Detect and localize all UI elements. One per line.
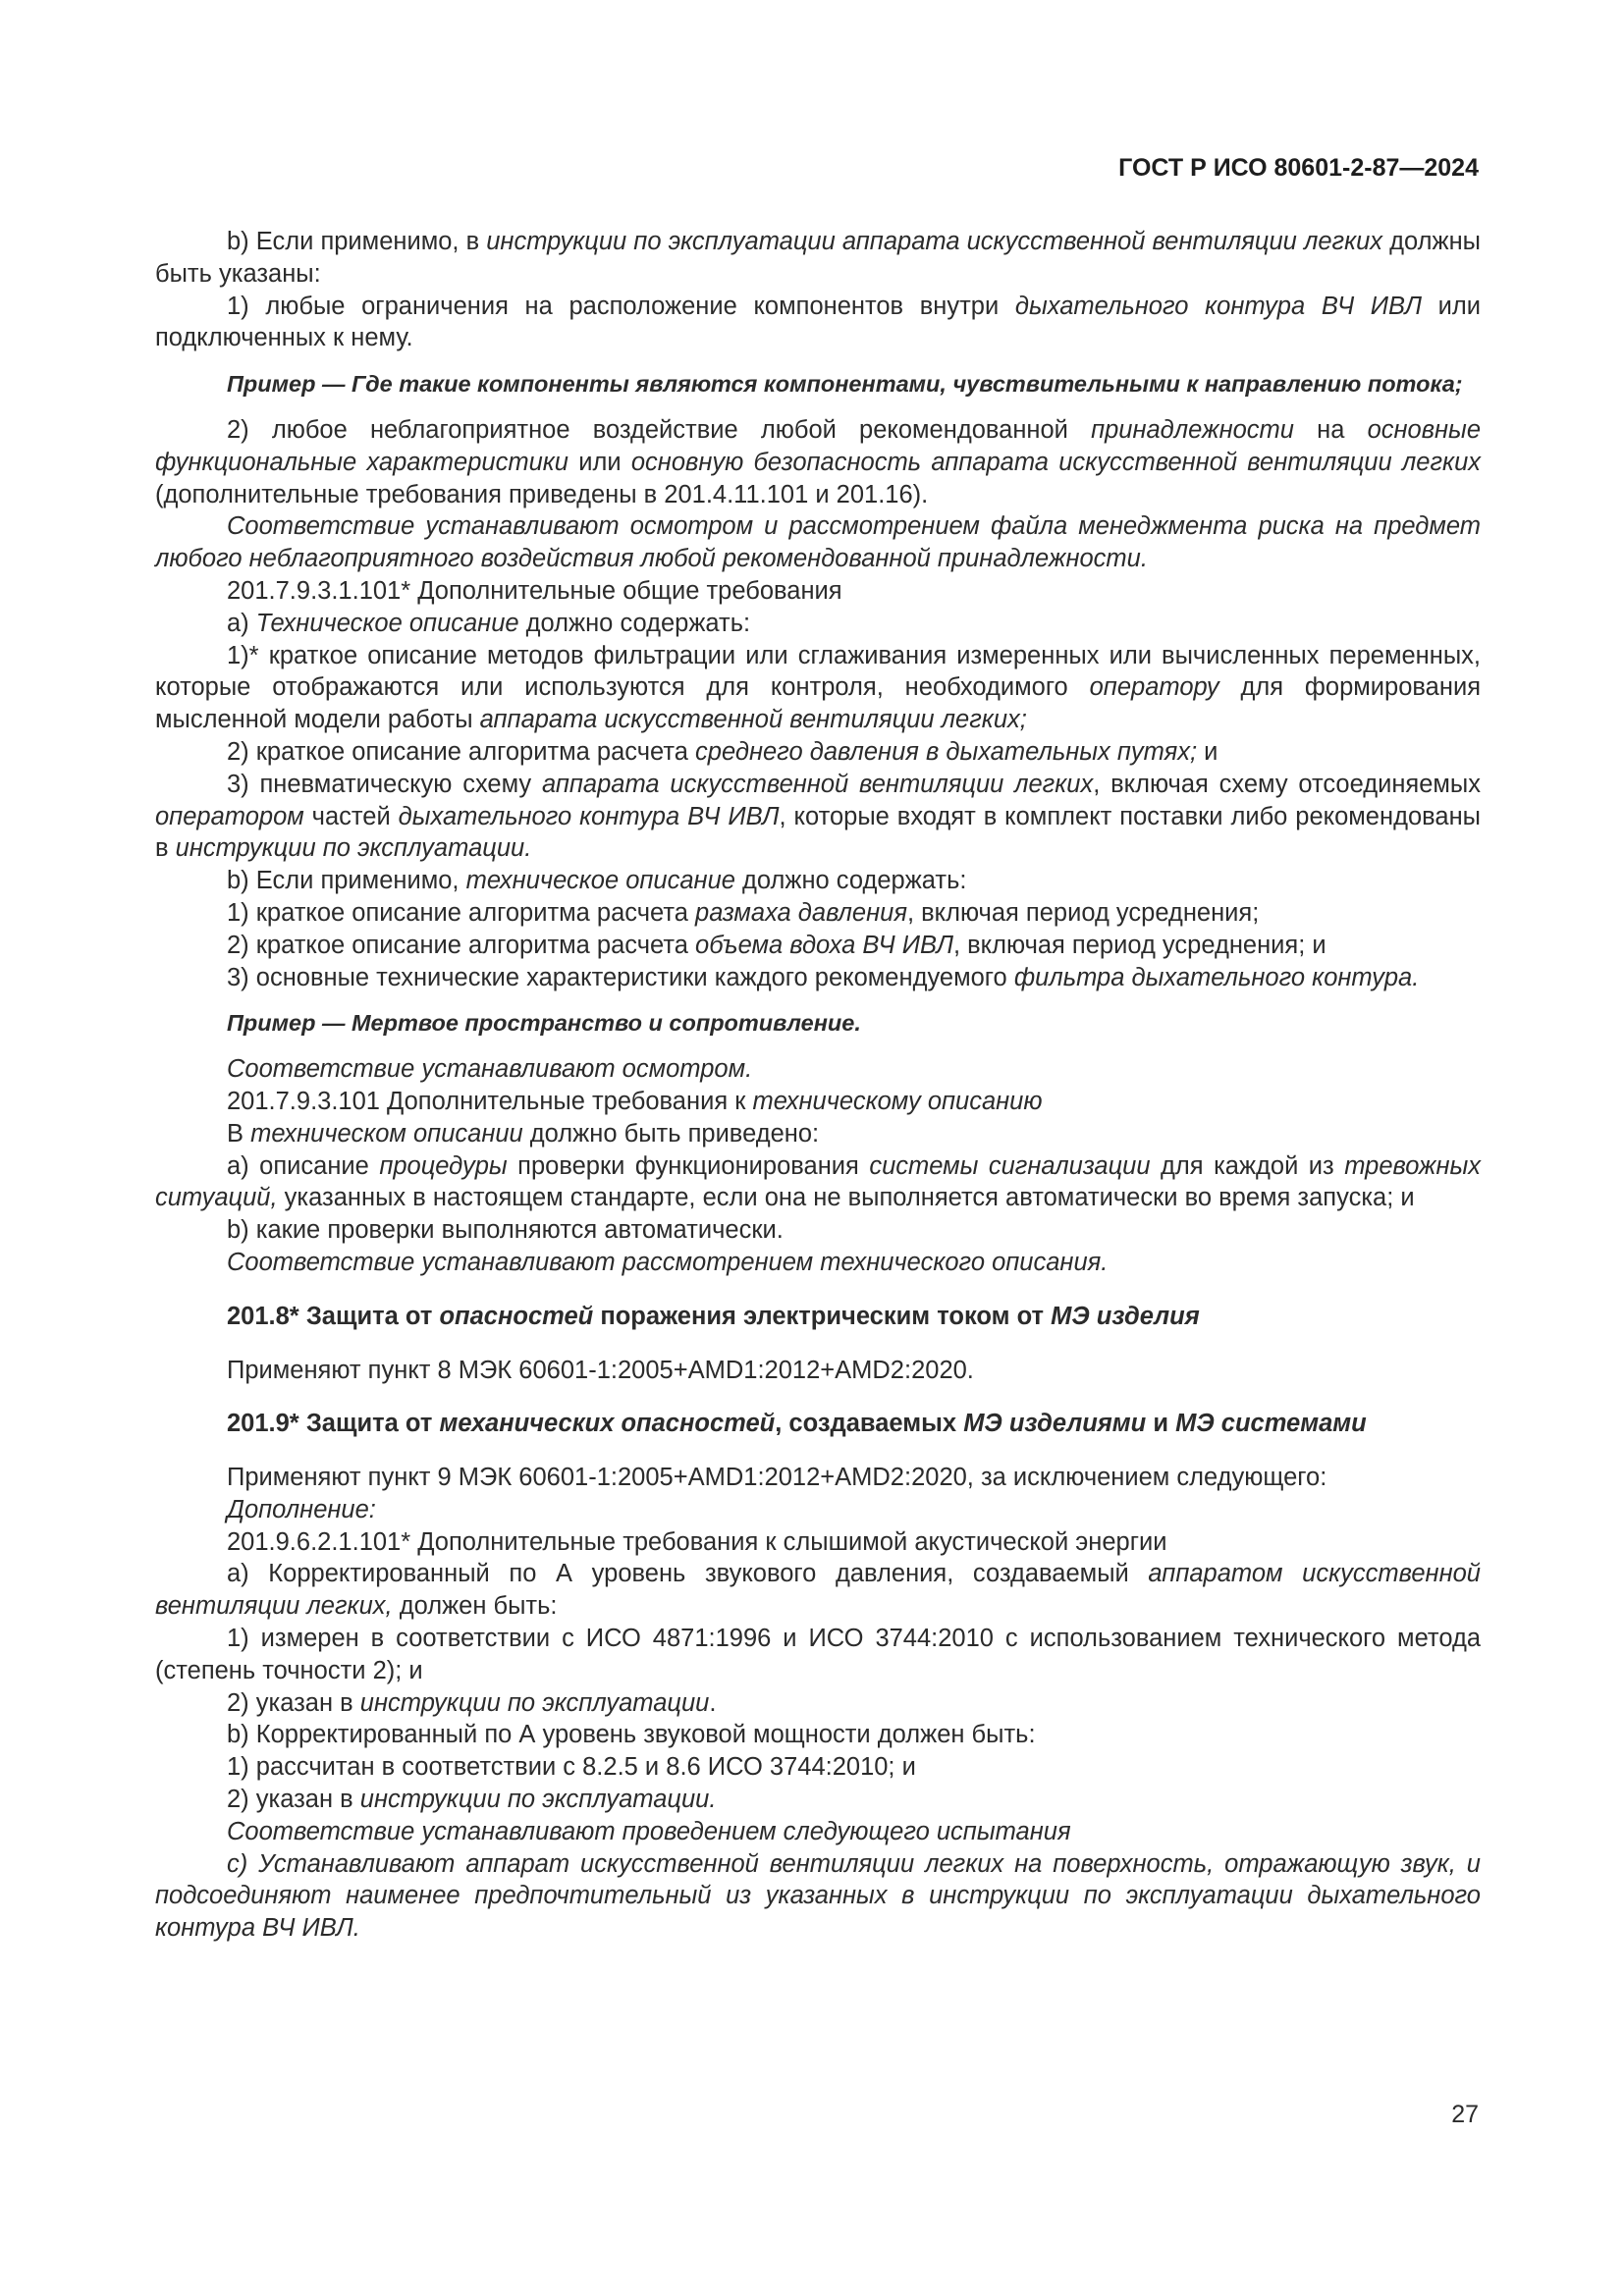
paragraph bbox=[155, 1784, 1481, 1816]
paragraph bbox=[155, 1355, 1481, 1387]
text-run: 201.7.9.3.101 Дополнительные требования к bbox=[227, 1087, 753, 1115]
italic-term: оператору bbox=[1089, 673, 1219, 702]
italic-term: основную безопасность аппарата искусственной вентиляции легких bbox=[630, 448, 1481, 476]
text-run: 201.9* Защита от bbox=[227, 1410, 440, 1438]
paragraph bbox=[155, 1150, 1481, 1215]
italic-term: аппарата искусственной вентиляции легких bbox=[541, 770, 1094, 798]
text-run: 201.9.6.2.1.101* Дополнительные требования к слышимой акустической энергии bbox=[227, 1527, 1167, 1556]
italic-term: Соответствие устанавливают рассмотрением технического описания. bbox=[227, 1248, 1109, 1276]
paragraph bbox=[155, 930, 1481, 962]
text-run: Пример — Где такие компоненты являются компонентами, чувствительными к направлению потока; bbox=[227, 371, 1463, 398]
italic-term: c) Устанавливают аппарат искусственной вентиляции легких на поверхность, отражающую звук, и подсоединяют наименее предпочтительный из указанных в инструкции по эксплуатации дыхательного контура ВЧ ИВЛ. bbox=[155, 1849, 1481, 1943]
text-run: (дополнительные требования приведены в 201.4.11.101 и 201.16). bbox=[155, 480, 929, 508]
text-run: 1) любые ограничения на расположение компонентов внутри bbox=[227, 292, 1015, 320]
text-run: 2) любое неблагоприятное воздействие любой рекомендованной bbox=[227, 415, 1092, 444]
text-run: a) bbox=[227, 609, 256, 637]
text-run: должны быть указаны: bbox=[155, 228, 1481, 288]
text-run: b) Корректированный по А уровень звуковой мощности должен быть: bbox=[227, 1721, 1036, 1749]
text-run: или подключенных к нему. bbox=[155, 292, 1481, 352]
paragraph bbox=[155, 291, 1481, 355]
text-run: поражения электрическим током от bbox=[593, 1302, 1052, 1330]
italic-term: принадлежности bbox=[1091, 415, 1294, 444]
paragraph bbox=[155, 1526, 1481, 1559]
paragraph bbox=[155, 1719, 1481, 1751]
text-run: В bbox=[227, 1119, 251, 1148]
text-run: должно содержать: bbox=[734, 867, 967, 895]
paragraph bbox=[155, 1086, 1481, 1118]
paragraph bbox=[155, 575, 1481, 608]
document-code-header: ГОСТ Р ИСО 80601-2-87—2024 bbox=[1118, 154, 1479, 182]
paragraph bbox=[155, 1118, 1481, 1150]
italic-term: Соответствие устанавливают осмотром. bbox=[227, 1055, 753, 1084]
italic-term: МЭ системами bbox=[1175, 1410, 1367, 1438]
paragraph bbox=[155, 1558, 1481, 1623]
italic-term: Соответствие устанавливают проведением следующего испытания bbox=[227, 1817, 1071, 1845]
example-note bbox=[155, 1007, 1481, 1040]
text-run: должен быть: bbox=[392, 1592, 558, 1621]
text-run: b) Если применимо, bbox=[227, 867, 466, 895]
paragraph bbox=[155, 1751, 1481, 1784]
italic-term: инструкции по эксплуатации bbox=[359, 1688, 710, 1717]
paragraph bbox=[155, 640, 1481, 736]
italic-term: тревожных ситуаций, bbox=[155, 1151, 1481, 1212]
text-run: b) какие проверки выполняются автоматически. bbox=[227, 1216, 784, 1245]
text-run: указанных в настоящем стандарте, если она не выполняется автоматически во время запуска; и bbox=[277, 1184, 1415, 1212]
paragraph bbox=[155, 1494, 1481, 1526]
text-run: должно содержать: bbox=[518, 609, 751, 637]
text-run: Применяют пункт 9 МЭК 60601-1:2005+AMD1:2012+AMD2:2020, за исключением следующего: bbox=[227, 1464, 1327, 1492]
italic-term: системы сигнализации bbox=[869, 1151, 1151, 1180]
italic-term: Дополнение: bbox=[227, 1495, 376, 1523]
italic-term: процедуры bbox=[379, 1151, 508, 1180]
italic-term: дыхательного контура ВЧ ИВЛ bbox=[398, 802, 780, 830]
italic-term: МЭ изделиями bbox=[963, 1410, 1147, 1438]
text-run: , которые входят в комплект поставки либо рекомендованы в bbox=[155, 802, 1481, 863]
paragraph bbox=[155, 962, 1481, 994]
text-run: Применяют пункт 8 МЭК 60601-1:2005+AMD1:2012+AMD2:2020. bbox=[227, 1356, 974, 1384]
text-run: 201.8* Защита от bbox=[227, 1302, 440, 1330]
text-run: 2) краткое описание алгоритма расчета bbox=[227, 737, 696, 766]
paragraph bbox=[155, 1816, 1481, 1848]
paragraph bbox=[155, 1848, 1481, 1945]
section-heading bbox=[155, 1408, 1481, 1440]
paragraph bbox=[155, 1623, 1481, 1687]
text-run: 2) краткое описание алгоритма расчета bbox=[227, 931, 696, 959]
text-run: 1) измерен в соответствии с ИСО 4871:1996 и ИСО 3744:2010 с использованием технического метода (степень точности 2); и bbox=[155, 1625, 1481, 1684]
paragraph bbox=[155, 1462, 1481, 1494]
italic-term: инструкции по эксплуатации. bbox=[175, 834, 532, 863]
text-run: на bbox=[1293, 415, 1368, 444]
example-note bbox=[155, 368, 1481, 400]
text-run: Пример — Мертвое пространство и сопротивление. bbox=[227, 1010, 861, 1037]
text-run: должно быть приведено: bbox=[522, 1119, 820, 1148]
text-run: , включая период усреднения; bbox=[906, 898, 1260, 927]
page-number: 27 bbox=[1451, 2101, 1479, 2128]
text-run: для каждой из bbox=[1150, 1151, 1345, 1180]
text-run: частей bbox=[303, 802, 399, 830]
italic-term: техническое описание bbox=[465, 867, 735, 895]
italic-term: Техническое описание bbox=[255, 609, 519, 637]
text-run: 2) указан в bbox=[227, 1786, 360, 1814]
text-run: a) описание bbox=[227, 1151, 380, 1180]
italic-term: техническому описанию bbox=[752, 1087, 1043, 1115]
paragraph bbox=[155, 769, 1481, 865]
section-heading bbox=[155, 1301, 1481, 1333]
paragraph bbox=[155, 1214, 1481, 1247]
italic-term: объема вдоха ВЧ ИВЛ bbox=[695, 931, 953, 959]
italic-term: Соответствие устанавливают осмотром и рассмотрением файла менеджмента риска на предмет любого неблагоприятного воздействия любой рекомендованной принадлежности. bbox=[155, 512, 1481, 573]
text-run: , включая схему отсоединяемых bbox=[1093, 770, 1482, 798]
paragraph bbox=[155, 736, 1481, 769]
italic-term: МЭ изделия bbox=[1051, 1302, 1200, 1330]
text-run: , создаваемых bbox=[775, 1410, 964, 1438]
text-run: 2) указан в bbox=[227, 1688, 360, 1717]
text-run: или bbox=[568, 448, 631, 476]
text-run: 3) основные технические характеристики каждого рекомендуемого bbox=[227, 963, 1014, 991]
italic-term: среднего давления в дыхательных путях; bbox=[695, 737, 1198, 766]
paragraph bbox=[155, 608, 1481, 640]
paragraph bbox=[155, 897, 1481, 930]
paragraph bbox=[155, 510, 1481, 575]
italic-term: аппарата искусственной вентиляции легких; bbox=[479, 706, 1027, 734]
text-run: b) Если применимо, в bbox=[227, 228, 487, 255]
italic-term: дыхательного контура ВЧ ИВЛ bbox=[1014, 292, 1422, 320]
text-run: для формирования мысленной модели работы bbox=[155, 673, 1481, 734]
text-run: проверки функционирования bbox=[507, 1151, 870, 1180]
paragraph bbox=[155, 1687, 1481, 1720]
text-run: 201.7.9.3.1.101* Дополнительные общие требования bbox=[227, 576, 842, 605]
italic-term: фильтра дыхательного контура. bbox=[1013, 963, 1420, 991]
text-run: 1) краткое описание алгоритма расчета bbox=[227, 898, 696, 927]
paragraph bbox=[155, 226, 1481, 291]
italic-term: техническом описании bbox=[250, 1119, 523, 1148]
italic-term: аппаратом искусственной вентиляции легких, bbox=[155, 1560, 1481, 1621]
text-run: и bbox=[1146, 1410, 1176, 1438]
text-run: 1)* краткое описание методов фильтрации или сглаживания измеренных или вычисленных переменных, которые отображаются или используются для контроля, необходимого bbox=[155, 641, 1481, 702]
italic-term: механических опасностей bbox=[439, 1410, 776, 1438]
document-body bbox=[155, 226, 1481, 1945]
italic-term: оператором bbox=[155, 802, 304, 830]
italic-term: опасностей bbox=[439, 1302, 594, 1330]
text-run: a) Корректированный по А уровень звукового давления, создаваемый bbox=[227, 1560, 1149, 1588]
italic-term: основные функциональные характеристики bbox=[155, 415, 1481, 476]
italic-term: инструкции по эксплуатации. bbox=[359, 1786, 717, 1814]
italic-term: инструкции по эксплуатации аппарата искусственной вентиляции легких bbox=[486, 228, 1383, 255]
text-run: , включая период усреднения; и bbox=[952, 931, 1326, 959]
text-run: 3) пневматическую схему bbox=[227, 770, 542, 798]
paragraph bbox=[155, 1053, 1481, 1086]
paragraph bbox=[155, 865, 1481, 897]
paragraph bbox=[155, 1247, 1481, 1279]
text-run: . bbox=[709, 1688, 717, 1717]
italic-term: размаха давления bbox=[695, 898, 907, 927]
paragraph bbox=[155, 414, 1481, 510]
text-run: и bbox=[1197, 737, 1218, 766]
text-run: 1) рассчитан в соответствии с 8.2.5 и 8.6 ИСО 3744:2010; и bbox=[227, 1753, 916, 1782]
